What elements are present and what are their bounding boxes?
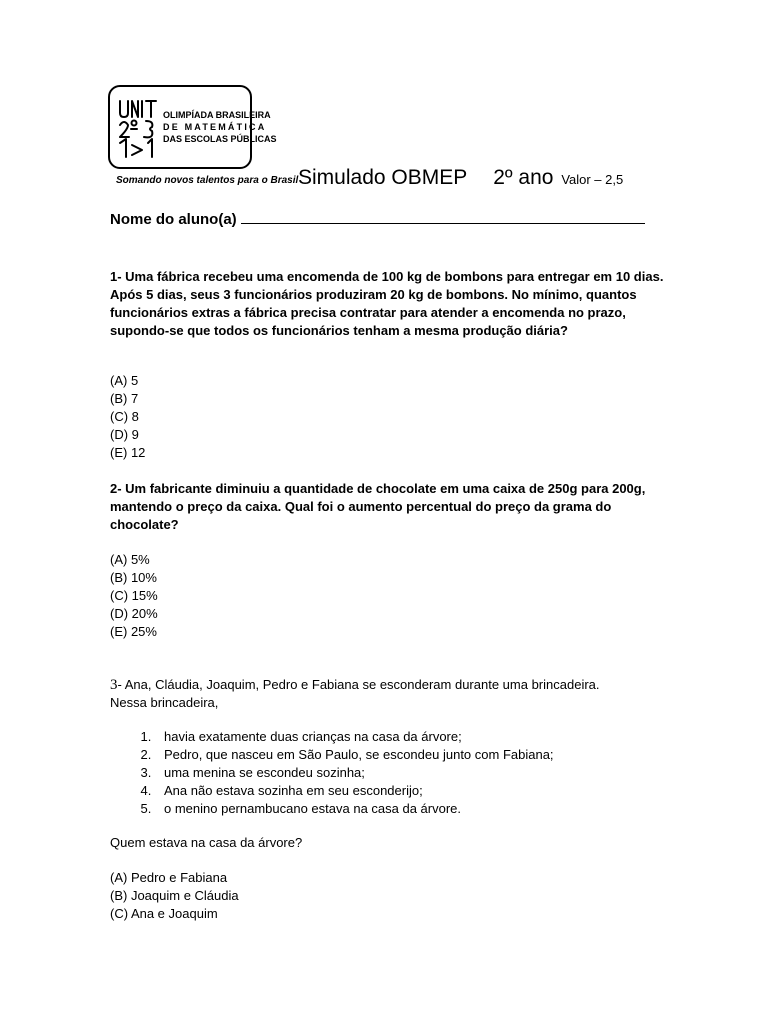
exam-title-text: Simulado OBMEP [298,166,468,189]
option: (C) 8 [110,409,139,424]
question-3-conditions [110,728,670,818]
exam-grade: 2º ano [493,166,554,189]
condition-item: 2. Pedro, que nasceu em São Paulo, se escondeu junto com Fabiana; [155,746,670,764]
question-2-text: 2- Um fabricante diminuiu a quantidade de chocolate em uma caixa de 250g para 200g, mantendo o preço da caixa. Qual foi o aumento percentual do preço da grama do chocolate? [110,481,646,532]
option: (B) Joaquim e Cláudia [110,888,239,903]
option: (A) Pedro e Fabiana [110,870,228,885]
question-3-question: Quem estava na casa da árvore? [110,835,303,850]
option: (C) 15% [110,588,158,603]
logo-tagline: Somando novos talentos para o Brasil [116,175,299,186]
option: (B) 10% [110,570,157,585]
exam-value: Valor – 2,5 [561,172,624,187]
question-3-options [110,869,670,923]
student-name-field [110,209,645,228]
question-3-intro-text: - Ana, Cláudia, Joaquim, Pedro e Fabiana se esconderam durante uma brincadeira. [117,677,600,692]
logo-line-1: OLIMPÍADA BRASILEIRA [163,110,271,120]
logo-line-2: DE MATEMÁTICA [163,122,267,132]
obmep-logo [108,85,277,169]
logo-line-3: DAS ESCOLAS PÚBLICAS [163,134,277,144]
student-name-blank [241,209,645,224]
exam-title [298,166,623,190]
logo-wordmark [163,109,277,145]
question-3-intro-line2: Nessa brincadeira, [110,695,219,710]
condition-item: 5. o menino pernambucano estava na casa da árvore. [155,800,670,818]
question-3-intro [110,676,670,712]
option: (C) Ana e Joaquim [110,906,218,921]
option: (B) 7 [110,391,139,406]
question-2-options [110,551,670,641]
option: (E) 12 [110,445,146,460]
option: (E) 25% [110,624,157,639]
question-3-number: 3 [110,677,118,693]
option: (A) 5 [110,373,139,388]
option: (D) 20% [110,606,158,621]
question-1-text: 1- Uma fábrica recebeu uma encomenda de 100 kg de bombons para entregar em 10 dias. Após 5 dias, seus 3 funcionários produziram 20 kg de bombons. No mínimo, quantos funcionários extras a fábrica precisa contratar para atender a encomenda no prazo, supondo-se que todos os funcionários tenham a mesma produção diária? [110,269,664,338]
option: (A) 5% [110,552,150,567]
condition-item: 1. havia exatamente duas crianças na casa da árvore; [155,728,670,746]
obmep-emblem-icon [116,93,162,163]
question-1-options [110,372,670,462]
condition-item: 4. Ana não estava sozinha em seu esconderijo; [155,782,670,800]
condition-item: 3. uma menina se escondeu sozinha; [155,764,670,782]
student-name-label: Nome do aluno(a) [110,211,237,228]
option: (D) 9 [110,427,139,442]
